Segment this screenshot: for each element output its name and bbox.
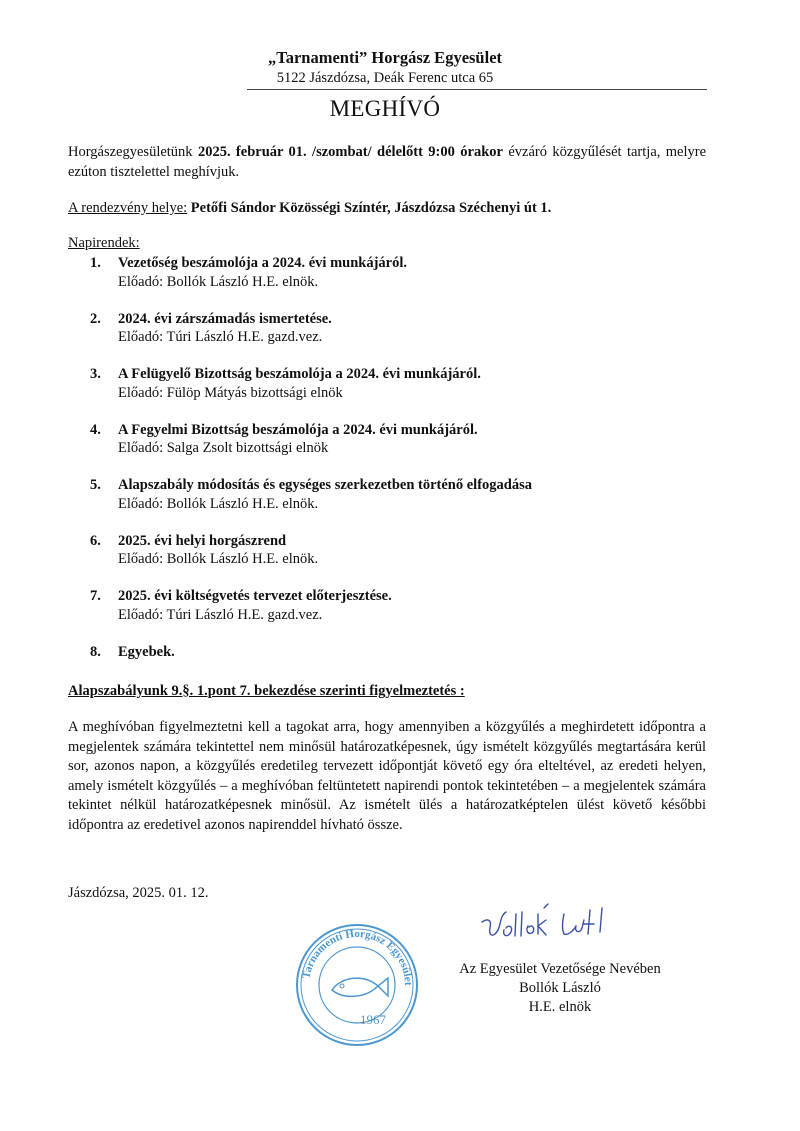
agenda-item-number: 8. — [90, 643, 101, 660]
agenda-item-title: A Fegyelmi Bizottság beszámolója a 2024. évi munkájáról. — [118, 421, 478, 438]
agenda-label: Napirendek: — [68, 235, 140, 251]
agenda-item-presenter: Előadó: Túri László H.E. gazd.vez. — [118, 329, 323, 345]
stamp-year: 1967 — [360, 1012, 386, 1027]
agenda-item-number: 4. — [90, 421, 101, 438]
intro-text-1: Horgászegyesületünk — [68, 144, 198, 160]
stamp-text: Tarnamenti Horgász Egyesület — [300, 927, 415, 986]
agenda-item-number: 5. — [90, 477, 101, 493]
agenda-item — [68, 532, 708, 569]
signature-block — [430, 960, 690, 1017]
organization-address: 5122 Jászdózsa, Deák Ferenc utca 65 — [276, 70, 494, 86]
agenda-item-title: 2025. évi költségvetés tervezet előterjesztése. — [118, 588, 392, 604]
agenda-item-title: Egyebek. — [118, 643, 175, 660]
signature-line-1: Az Egyesület Vezetősége Nevében — [459, 961, 661, 977]
venue-label: A rendezvény helye: — [68, 200, 188, 216]
svg-text:Tarnamenti Horgász Egyesület — [300, 928, 414, 986]
agenda-item-title: A Felügyelő Bizottság beszámolója a 2024. évi munkájáról. — [118, 366, 481, 382]
agenda-item — [68, 254, 708, 291]
agenda-item — [68, 310, 708, 347]
agenda-list — [68, 254, 708, 680]
agenda-item — [68, 643, 708, 662]
agenda-item-title: Alapszabály módosítás és egységes szerkezetben történő elfogadása — [118, 477, 533, 493]
agenda-item-number: 6. — [90, 532, 101, 549]
agenda-item-presenter: Előadó: Túri László H.E. gazd.vez. — [118, 606, 323, 623]
place-date: Jászdózsa, 2025. 01. 12. — [68, 885, 209, 901]
intro-paragraph — [68, 143, 706, 182]
agenda-item — [68, 476, 708, 513]
intro-text-2: évzáró közgyűlését tartja, melyre ezúton tisztelettel meghívjuk. — [68, 144, 707, 180]
agenda-item-title: 2024. évi zárszámadás ismertetése. — [118, 310, 332, 327]
header-divider — [247, 89, 707, 90]
handwritten-signature — [478, 900, 638, 950]
agenda-item — [68, 587, 708, 624]
venue-value: Petőfi Sándor Közösségi Színtér, Jászdózsa Széchenyi út 1. — [187, 200, 552, 216]
intro-date-time: 2025. február 01. /szombat/ délelőtt 9:00 órakor — [197, 144, 503, 160]
warning-paragraph: A meghívóban figyelmeztetni kell a tagokat arra, hogy amennyiben a közgyűlés a meghirdetett időpontra a megjelentek számára tekintettel nem minősül határozatképesnek, úgy ismételt közgyűlés megtartására kerül sor, azonos napon, a közgyűlés eredetileg tervezett időpontját követő egy óra elteltével, az eredeti helyen, amely ismételt közgyűlés – a meghívóban feltüntetett napirendi pontok tekintetében – a megjelentek számára tekintet nélkül határozatképesnek minősül. Az ismételt ülés a határozatképtelen ülést követő későbbi időpontra az eredetivel azonos napirenddel hívható össze. — [68, 719, 706, 833]
agenda-item-presenter: Előadó: Bollók László H.E. elnök. — [118, 495, 319, 512]
signature-line-3: H.E. elnök — [528, 999, 592, 1015]
agenda-item-presenter: Előadó: Fülöp Mátyás bizottsági elnök — [118, 384, 343, 401]
signature-line-2: Bollók László — [519, 980, 601, 996]
agenda-item — [68, 365, 708, 402]
venue-line — [68, 199, 706, 219]
agenda-item-number: 7. — [90, 588, 101, 604]
agenda-item-presenter: Előadó: Bollók László H.E. elnök. — [118, 551, 319, 567]
agenda-item-number: 1. — [90, 255, 101, 271]
agenda-item-number: 2. — [90, 310, 101, 327]
agenda-item-title: 2025. évi helyi horgászrend — [118, 532, 287, 549]
agenda-item-presenter: Előadó: Salga Zsolt bizottsági elnök — [118, 440, 329, 456]
agenda-item-number: 3. — [90, 366, 101, 382]
document-title: MEGHÍVÓ — [329, 96, 441, 121]
agenda-item-title: Vezetőség beszámolója a 2024. évi munkájáról. — [118, 255, 408, 271]
agenda-item — [68, 421, 708, 458]
warning-heading: Alapszabályunk 9.§. 1.pont 7. bekezdése szerinti figyelmeztetés : — [68, 683, 465, 699]
organization-name: „Tarnamenti” Horgász Egyesület — [267, 48, 503, 67]
organization-stamp — [292, 920, 422, 1050]
agenda-item-presenter: Előadó: Bollók László H.E. elnök. — [118, 273, 319, 290]
